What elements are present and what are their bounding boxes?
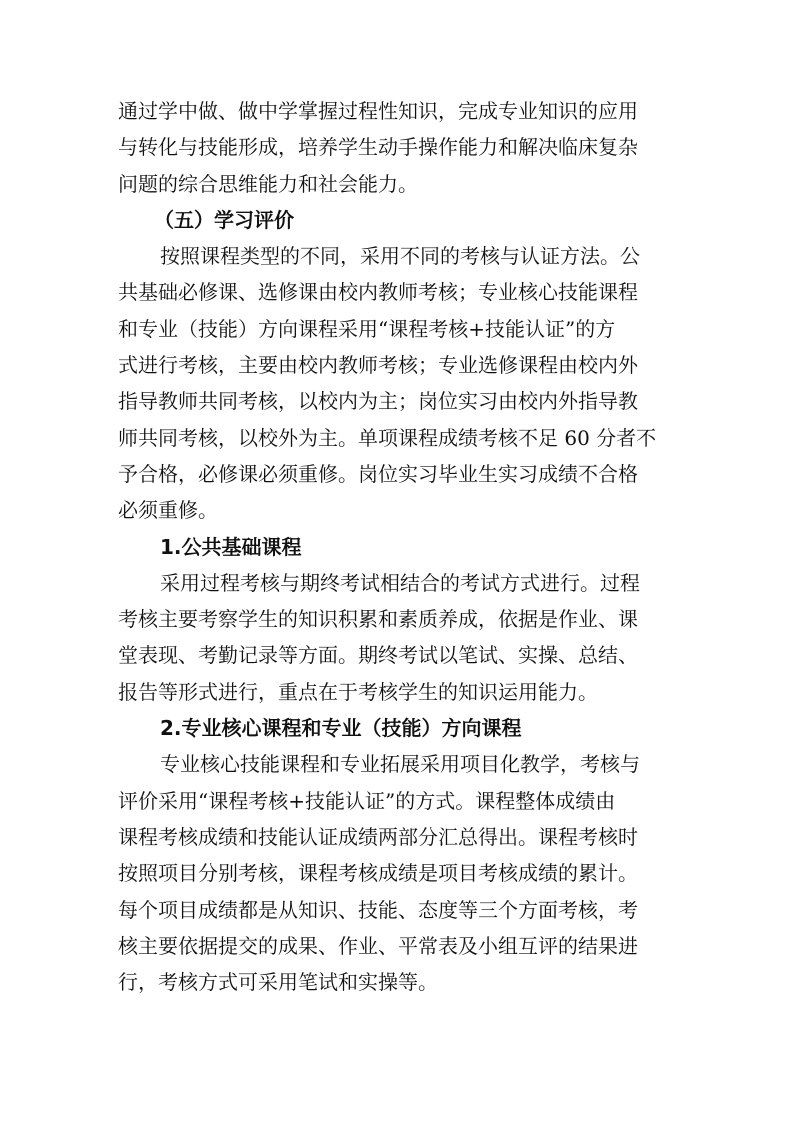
- text-line: 考核主要考察学生的知识积累和素质养成，依据是作业、课: [118, 607, 638, 632]
- paragraph-practice-learning: [118, 93, 674, 202]
- text-line: 报告等形式进行，重点在于考核学生的知识运用能力。: [118, 679, 598, 704]
- text-line: 每个项目成绩都是从知识、技能、态度等三个方面考核，考: [118, 897, 638, 922]
- text-line: 评价采用“课程考核+技能认证”的方式。课程整体成绩由: [118, 788, 616, 813]
- paragraph-assessment-methods: [118, 238, 674, 528]
- text-line: 按照课程类型的不同，采用不同的考核与认证方法。公: [160, 244, 640, 269]
- paragraph-public-courses: [118, 565, 674, 710]
- text-line: 师共同考核，以校外为主。单项课程成绩考核不足 60 分者不: [118, 425, 657, 450]
- text-line: 课程考核成绩和技能认证成绩两部分汇总得出。课程考核时: [118, 824, 638, 849]
- text-line: 必须重修。: [118, 498, 218, 523]
- text-line: 指导教师共同考核，以校内为主；岗位实习由校内外指导教: [118, 389, 638, 414]
- document-page: [118, 93, 674, 1000]
- text-line: 问题的综合思维能力和社会能力。: [118, 171, 418, 196]
- text-line: 式进行考核，主要由校内教师考核；专业选修课程由校内外: [118, 353, 638, 378]
- text-line: 和专业（技能）方向课程采用“课程考核+技能认证”的方: [118, 316, 616, 341]
- text-line: 与转化与技能形成，培养学生动手操作能力和解决临床复杂: [118, 135, 638, 160]
- text-line: 予合格，必修课必须重修。岗位实习毕业生实习成绩不合格: [118, 461, 638, 486]
- text-line: 专业核心技能课程和专业拓展采用项目化教学，考核与: [160, 752, 640, 777]
- text-line: 通过学中做、做中学掌握过程性知识，完成专业知识的应用: [118, 99, 638, 123]
- text-line: 采用过程考核与期终考试相结合的考试方式进行。过程: [160, 570, 640, 595]
- text-line: 堂表现、考勤记录等方面。期终考试以笔试、实操、总结、: [118, 643, 638, 668]
- text-line: 按照项目分别考核，课程考核成绩是项目考核成绩的累计。: [118, 861, 638, 886]
- text-line: 共基础必修课、选修课由校内教师考核；专业核心技能课程: [118, 280, 638, 305]
- paragraph-core-courses: [118, 746, 674, 1000]
- section-heading-assessment: （五）学习评价: [154, 207, 294, 232]
- subsection-heading-core-courses: 2.专业核心课程和专业（技能）方向课程: [160, 716, 522, 741]
- text-line: 行，考核方式可采用笔试和实操等。: [118, 970, 438, 995]
- subsection-heading-public-courses: 1.公共基础课程: [160, 534, 302, 559]
- text-line: 核主要依据提交的成果、作业、平常表及小组互评的结果进: [118, 933, 638, 958]
